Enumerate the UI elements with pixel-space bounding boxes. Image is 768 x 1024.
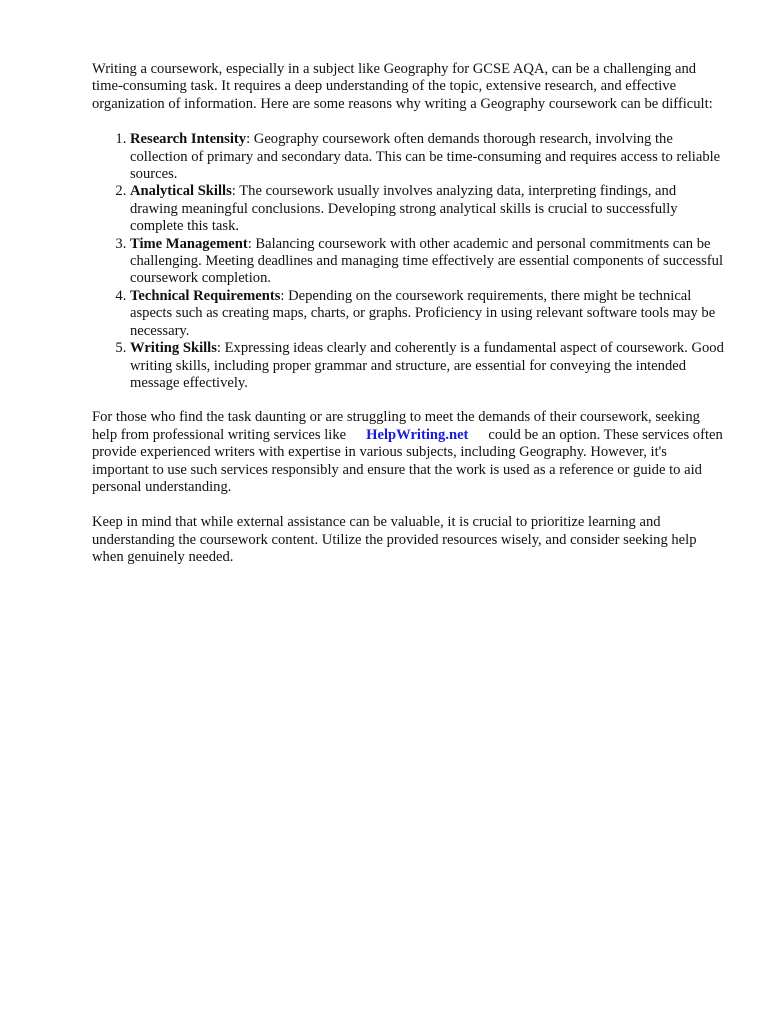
list-item-separator: :	[280, 287, 285, 304]
list-item-time-management	[130, 236, 724, 288]
help-paragraph	[92, 409, 724, 496]
list-item-separator: :	[247, 235, 252, 252]
list-item-separator: :	[231, 183, 236, 200]
list-item-separator: :	[216, 340, 221, 357]
list-item-text: Balancing coursework with other academic and personal commitments can be challenging. Meeting deadlines and managing time effectively are essential components of successful coursework completion.	[130, 235, 724, 287]
list-item-term: Analytical Skills	[130, 183, 232, 200]
list-item-analytical-skills	[130, 183, 724, 235]
closing-paragraph: Keep in mind that while external assistance can be valuable, it is crucial to prioritize learning and understanding the coursework content. Utilize the provided resources wisely, and consider seeking help when genuinely needed.	[92, 514, 697, 566]
list-item-technical-requirements	[130, 288, 724, 340]
list-item-research-intensity	[130, 131, 724, 183]
list-item-separator: :	[246, 131, 251, 148]
help-text-before: For those who find the task daunting or are struggling to meet the demands of their coursework, seeking help from professional writing services like	[92, 409, 700, 443]
list-item-term: Research Intensity	[130, 131, 247, 148]
document-body	[92, 61, 724, 585]
intro-paragraph: Writing a coursework, especially in a subject like Geography for GCSE AQA, can be a challenging and time-consuming task. It requires a deep understanding of the topic, extensive research, and effective organization of information. Here are some reasons why writing a Geography coursework can be difficult:	[92, 61, 713, 112]
list-item-term: Time Management	[130, 235, 248, 252]
list-item-term: Writing Skills	[130, 340, 217, 357]
reasons-list	[92, 131, 724, 392]
help-text-after: could be an option. These services often provide experienced writers with expertise in various subjects, including Geography. However, it's important to use such services responsibly and ensure that the work is used as a reference or guide to aid personal understanding.	[92, 426, 723, 495]
list-item-text: Geography coursework often demands thorough research, involving the collection of primary and secondary data. This can be time-consuming and requires access to reliable sources.	[130, 131, 721, 183]
list-item-text: Expressing ideas clearly and coherently is a fundamental aspect of coursework. Good writing skills, including proper grammar and structure, are essential for conveying the intended message effectively.	[130, 340, 724, 391]
list-item-writing-skills	[130, 340, 724, 392]
list-item-term: Technical Requirements	[130, 287, 281, 304]
helpwriting-link[interactable]: HelpWriting.net	[366, 426, 469, 443]
list-item-text: The coursework usually involves analyzing data, interpreting findings, and drawing meaningful conclusions. Developing strong analytical skills is crucial to successfully complete this task.	[130, 183, 678, 235]
list-item-text: Depending on the coursework requirements, there might be technical aspects such as creating maps, charts, or graphs. Proficiency in using relevant software tools may be necessary.	[130, 287, 716, 339]
